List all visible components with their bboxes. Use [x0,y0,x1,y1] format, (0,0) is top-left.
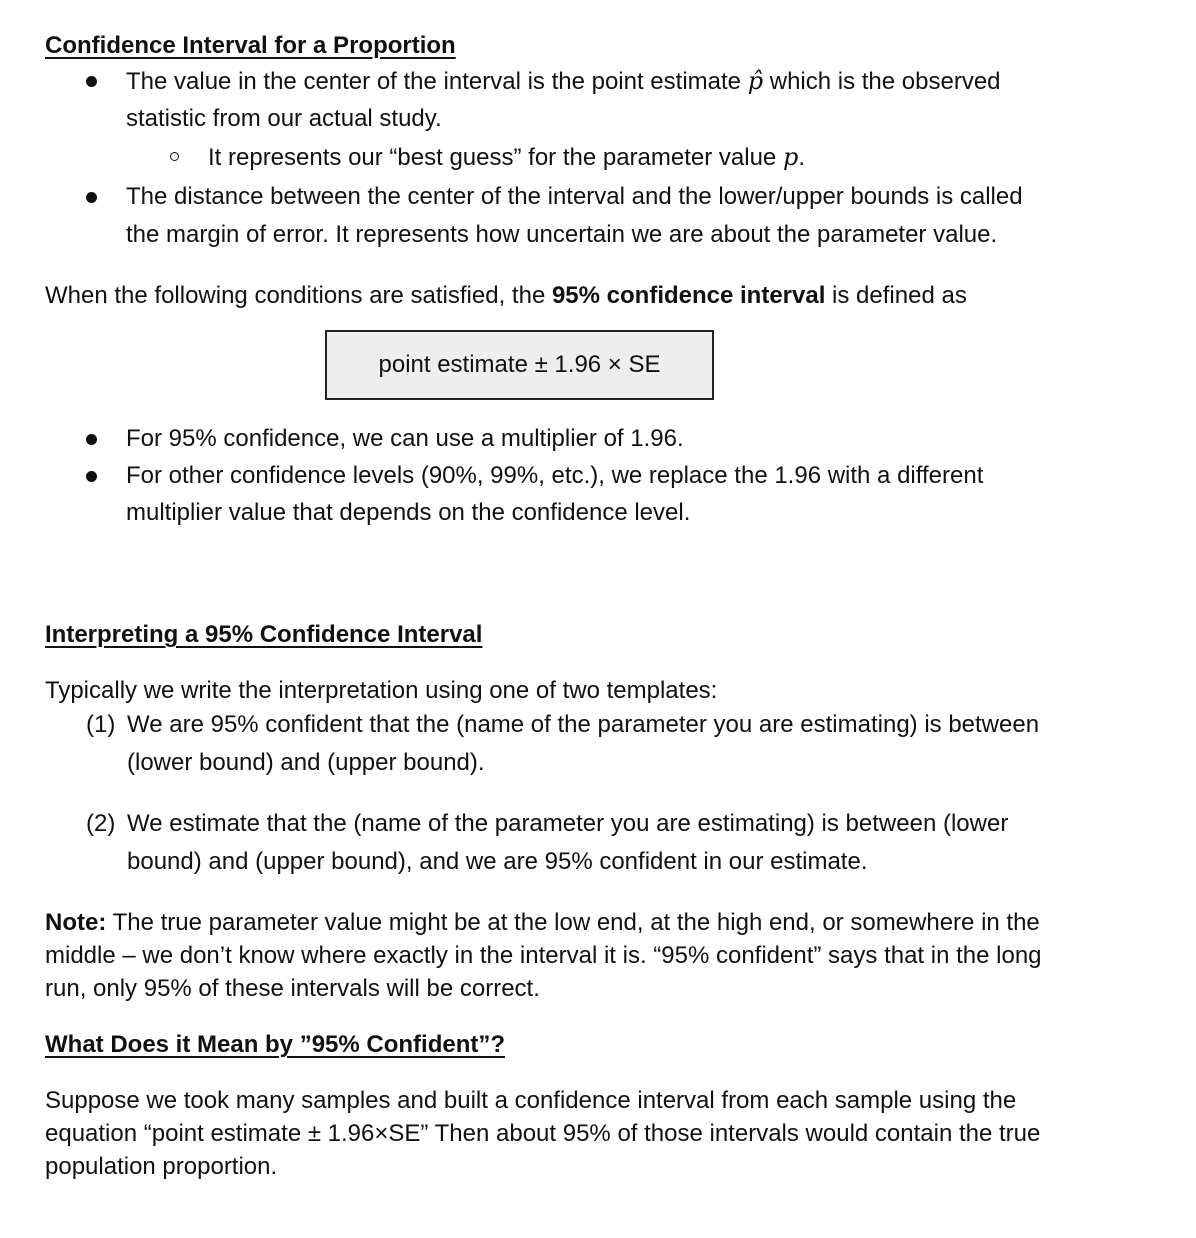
note-line1 [45,911,1040,935]
sub-bullet-icon [170,152,179,161]
bullet-icon [86,76,97,87]
p-hat-symbol: p̂ [747,67,764,95]
note-text: The true parameter value might be at the low end, at the high end, or somewhere in the [106,909,1040,936]
section-heading-interpreting: Interpreting a 95% Confidence Interval [45,621,483,648]
bullet-margin-of-error-line1: The distance between the center of the interval and the lower/upper bounds is called [126,183,1023,210]
template-1-line1: We are 95% confident that the (name of the parameter you are estimating) is between [127,711,1040,738]
template-2-number: (2) [86,810,116,837]
bullet-text: The value in the center of the interval is the point estimate [126,68,748,95]
template-2-line2: bound) and (upper bound), and we are 95% confident in our estimate. [127,848,868,875]
bullet-text: which is the observed [763,68,1001,95]
sub-bullet-best-guess [208,145,805,170]
bullet-95-multiplier: For 95% confidence, we can use a multiplier of 1.96. [126,425,684,452]
formula-text: point estimate ± 1.96 × SE [378,351,661,378]
templates-intro: Typically we write the interpretation using one of two templates: [45,677,718,704]
section-heading-confidence-interval: Confidence Interval for a Proportion [45,32,456,59]
bullet-other-levels-line2: multiplier value that depends on the confidence level. [126,499,691,526]
template-1-line2: (lower bound) and (upper bound). [127,749,485,776]
note-line3: run, only 95% of these intervals will be correct. [45,975,540,1002]
p-symbol: p [782,143,799,171]
note-line2: middle – we don’t know where exactly in the interval it is. “95% confident” says that in the long [45,942,1042,969]
conditions-after: is defined as [825,282,967,309]
explanation-line3: population proportion. [45,1153,278,1180]
conditions-bold: 95% confidence interval [551,282,826,309]
template-2-line1: We estimate that the (name of the parameter you are estimating) is between (lower [127,810,1009,837]
bullet-margin-of-error-line2: the margin of error. It represents how uncertain we are about the parameter value. [126,221,998,248]
section-heading-what-does-it-mean: What Does it Mean by ”95% Confident”? [45,1031,506,1058]
sub-bullet-end: . [798,144,805,171]
template-1-number: (1) [86,711,116,738]
conditions-before: When the following conditions are satisfied, the [45,282,552,309]
bullet-icon [86,471,97,482]
explanation-line2: equation “point estimate ± 1.96×SE” Then about 95% of those intervals would contain the true [45,1120,1041,1147]
explanation-line1: Suppose we took many samples and built a confidence interval from each sample using the [45,1087,1017,1114]
sub-bullet-text: It represents our “best guess” for the parameter value [208,144,783,171]
bullet-icon [86,192,97,203]
conditions-sentence [45,284,967,308]
formula-box [325,330,714,400]
bullet-other-levels-line1: For other confidence levels (90%, 99%, etc.), we replace the 1.96 with a different [126,462,984,489]
bullet-icon [86,434,97,445]
note-label: Note: [45,909,107,936]
bullet-point-estimate-line2: statistic from our actual study. [126,105,442,132]
bullet-point-estimate-line1 [126,69,1001,94]
